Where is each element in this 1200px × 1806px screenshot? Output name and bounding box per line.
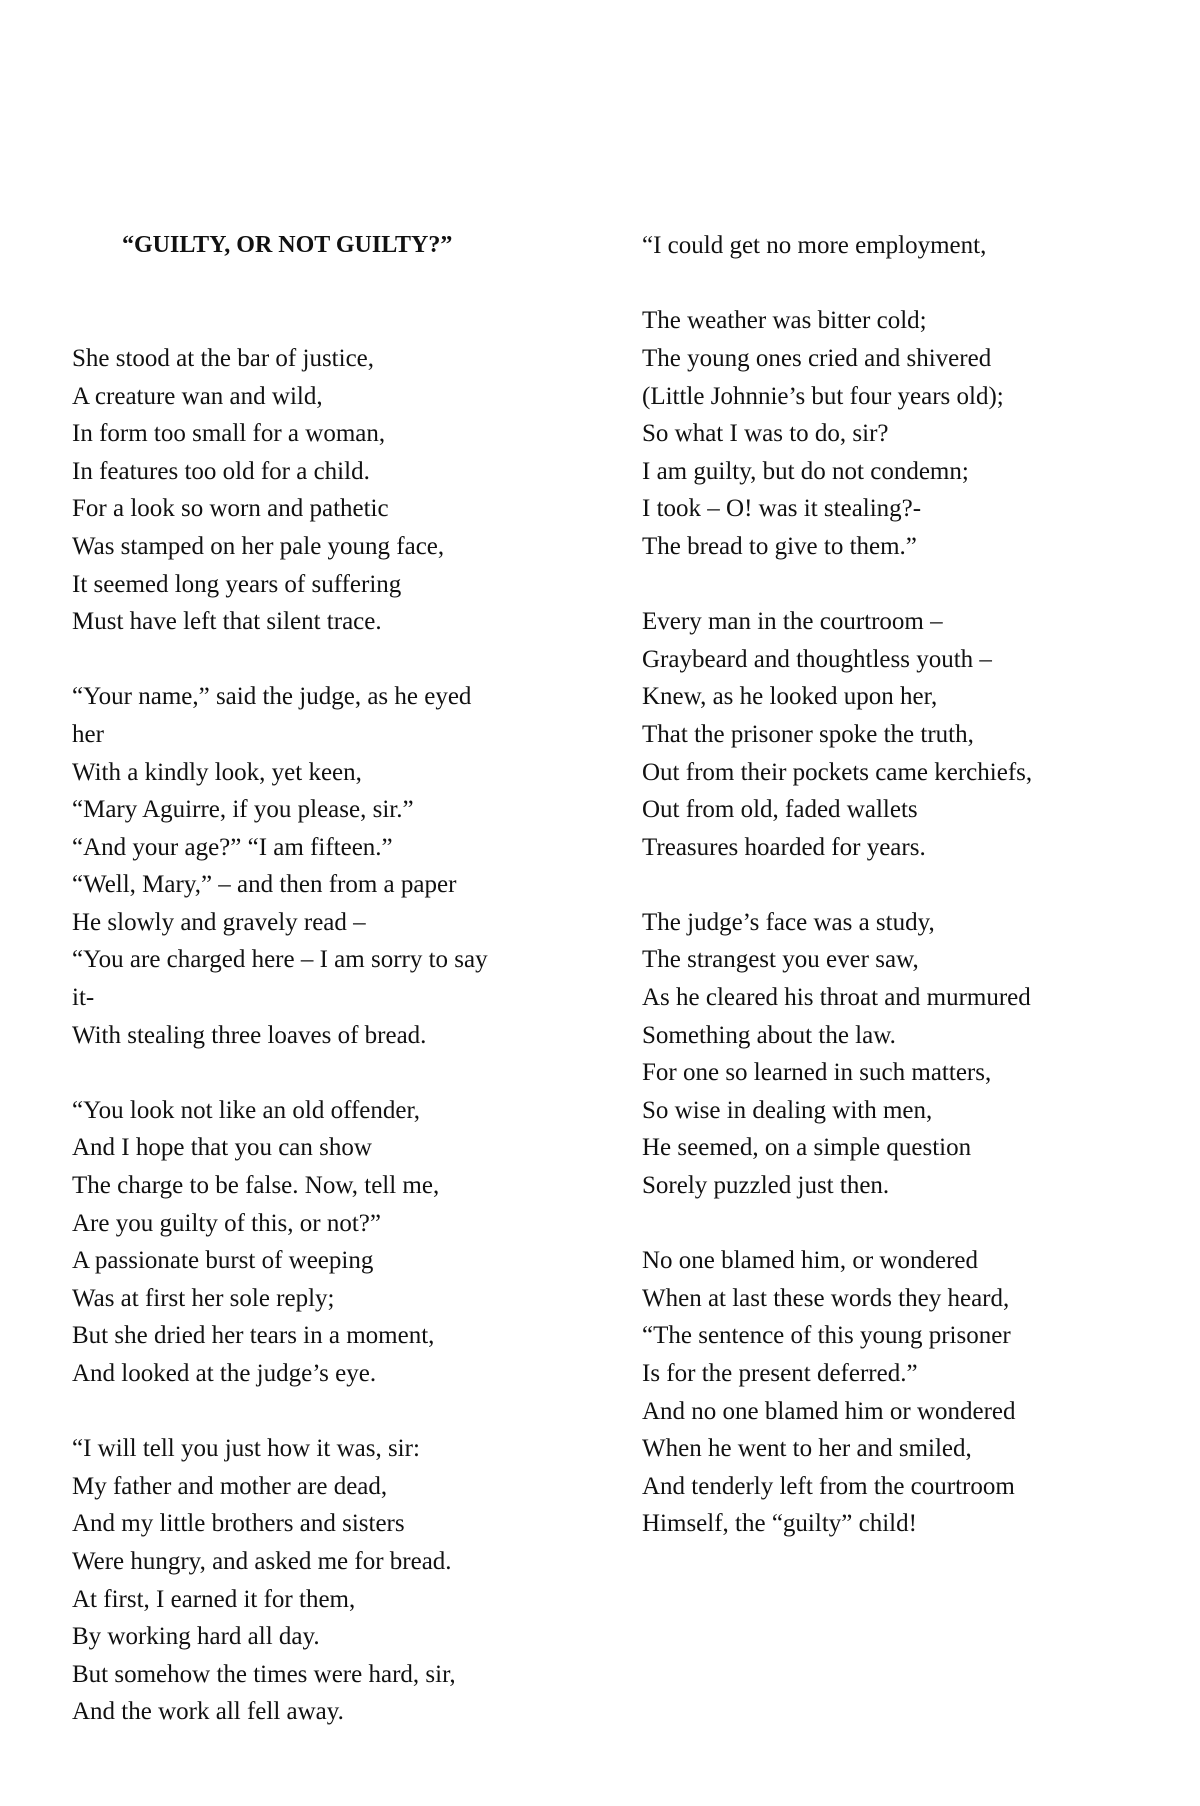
poem-line: Sorely puzzled just then.: [642, 1172, 890, 1200]
poem-line: That the prisoner spoke the truth,: [642, 720, 974, 748]
poem-title: “GUILTY, OR NOT GUILTY?”: [122, 232, 453, 259]
left-column-lines: [72, 340, 562, 1731]
poem-line: “The sentence of this young prisoner: [642, 1322, 1011, 1350]
poem-line: Something about the law.: [642, 1021, 896, 1049]
poem-line: Himself, the “guilty” child!: [642, 1510, 917, 1538]
poem-line: I took – O! was it stealing?-: [642, 495, 922, 523]
poem-line: Were hungry, and asked me for bread.: [72, 1547, 452, 1575]
poem-line: With a kindly look, yet keen,: [72, 758, 362, 786]
poem-line: And the work all fell away.: [72, 1698, 344, 1726]
poem-line: The bread to give to them.”: [642, 532, 917, 560]
poem-line: her: [72, 720, 104, 748]
poem-line: When he went to her and smiled,: [642, 1435, 972, 1463]
poem-line: For one so learned in such matters,: [642, 1059, 992, 1087]
poem-line: The charge to be false. Now, tell me,: [72, 1172, 440, 1200]
poem-line: It seemed long years of suffering: [72, 570, 402, 598]
right-column: [642, 152, 1162, 1618]
poem-line: “I could get no more employment,: [642, 232, 987, 260]
poem-line: “You are charged here – I am sorry to say: [72, 946, 488, 974]
poem-line: Knew, as he looked upon her,: [642, 683, 938, 711]
poem-line: He slowly and gravely read –: [72, 908, 366, 936]
poem-line: By working hard all day.: [72, 1623, 320, 1651]
poem-line: The young ones cried and shivered: [642, 344, 992, 372]
poem-line: “And your age?” “I am fifteen.”: [72, 833, 393, 861]
poem-line: And looked at the judge’s eye.: [72, 1360, 377, 1387]
poem-line: (Little Johnnie’s but four years old);: [642, 382, 1004, 410]
poem-line: With stealing three loaves of bread.: [72, 1021, 427, 1049]
poem-line: Was stamped on her pale young face,: [72, 532, 445, 560]
stanza-break: [642, 265, 1162, 303]
poem-line: In features too old for a child.: [72, 457, 370, 485]
poem-line: Was at first her sole reply;: [72, 1284, 335, 1312]
poem-line: “Your name,” said the judge, as he eyed: [72, 683, 472, 711]
poem-line: No one blamed him, or wondered: [642, 1247, 979, 1275]
poem-line: And my little brothers and sisters: [72, 1510, 405, 1538]
poem-line: So wise in dealing with men,: [642, 1096, 933, 1124]
poem-line: She stood at the bar of justice,: [72, 344, 375, 372]
poem-line: And tenderly left from the courtroom: [642, 1472, 1015, 1500]
stanza-break: [72, 1054, 562, 1092]
stanza-break: [642, 566, 1162, 604]
poem-line: He seemed, on a simple question: [642, 1134, 972, 1162]
poem-line: But she dried her tears in a moment,: [72, 1322, 435, 1350]
poem-line: Out from old, faded wallets: [642, 796, 918, 824]
poem-line: A creature wan and wild,: [72, 382, 323, 410]
poem-line: For a look so worn and pathetic: [72, 495, 389, 523]
poem-line: But somehow the times were hard, sir,: [72, 1660, 456, 1688]
stanza-break: [642, 866, 1162, 904]
poem-line: Must have left that silent trace.: [72, 608, 382, 636]
poem-line: “I will tell you just how it was, sir:: [72, 1435, 420, 1463]
poem-line: My father and mother are dead,: [72, 1472, 388, 1500]
poem-line: it-: [72, 984, 95, 1012]
stanza-break: [72, 641, 562, 679]
poem-line: At first, I earned it for them,: [72, 1585, 356, 1613]
poem-line: The judge’s face was a study,: [642, 908, 935, 936]
poem-line: When at last these words they heard,: [642, 1284, 1010, 1312]
poem-line: So what I was to do, sir?: [642, 420, 889, 448]
poem-line: The strangest you ever saw,: [642, 946, 919, 974]
poem-line: In form too small for a woman,: [72, 420, 386, 448]
left-column: [72, 152, 562, 1806]
right-column-lines: [642, 227, 1162, 1543]
poem-line: Out from their pockets came kerchiefs,: [642, 758, 1033, 786]
stanza-break: [72, 1393, 562, 1431]
stanza-break: [642, 1205, 1162, 1243]
poem-line: The weather was bitter cold;: [642, 307, 927, 335]
poem-line: Is for the present deferred.”: [642, 1360, 918, 1387]
poem-line: A passionate burst of weeping: [72, 1247, 374, 1275]
poem-line: “Well, Mary,” – and then from a paper: [72, 871, 457, 899]
poem-line: Graybeard and thoughtless youth –: [642, 645, 992, 673]
poem-line: Are you guilty of this, or not?”: [72, 1209, 381, 1237]
poem-line: Treasures hoarded for years.: [642, 833, 926, 861]
poem-line: “You look not like an old offender,: [72, 1096, 421, 1124]
poem-line: And I hope that you can show: [72, 1134, 372, 1162]
poem-line: And no one blamed him or wondered: [642, 1397, 1016, 1425]
poem-line: “Mary Aguirre, if you please, sir.”: [72, 796, 414, 824]
poem-line: I am guilty, but do not condemn;: [642, 457, 969, 485]
poem-line: As he cleared his throat and murmured: [642, 984, 1031, 1012]
poem-line: Every man in the courtroom –: [642, 608, 943, 636]
